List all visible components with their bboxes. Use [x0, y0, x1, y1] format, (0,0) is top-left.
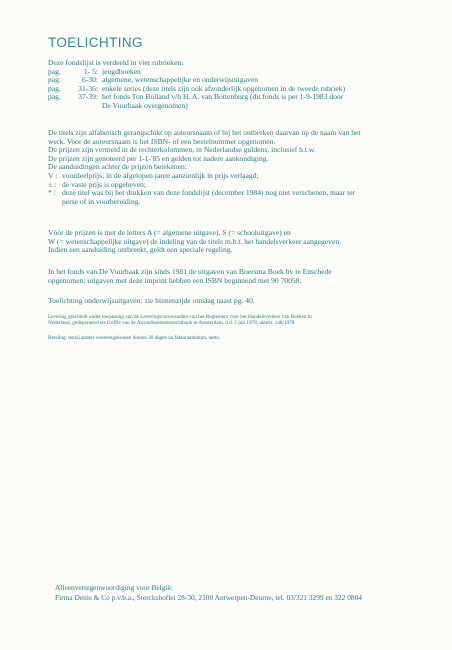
classification-block [48, 229, 410, 255]
legend-text: deze titel was bij het drukken van deze fondslijst (december 1984) nog niet verschenen, maar ter [62, 188, 356, 198]
legend-text: de vaste prijs is opgeheven; [62, 179, 146, 189]
legend-symbol: * : [48, 188, 56, 198]
section-range: 31-36: [78, 83, 98, 93]
price-explanation-block [48, 129, 410, 206]
payment-terms [48, 335, 420, 341]
section-text: algemene, wetenschappelijke en onderwijsuitgaven [102, 75, 259, 85]
legend-symbol: ± : [48, 179, 57, 189]
paragraph-line: De titels zijn alfabetisch gerangschikt op auteursnaam of bij het ontbreken daarvan op de naam van het [48, 128, 361, 137]
legend-symbol: V : [48, 170, 58, 180]
paragraph-line: Vóór de prijzen is met de letters A (= algemene uitgave), S (= schooluitgave) en [48, 228, 291, 237]
paragraph-line: In het fonds van De Vuurbaak zijn sinds 1981 de uitgaven van Boersma Boek bv te Enschede [48, 267, 332, 276]
small-print-line: Nederland, gedeponeerd ter Griffie van de Arrondissementsrechtbank te Amsterdam, d.d. 5 juli 1978, aktenr. 148/1978. [48, 320, 296, 327]
section-continuation: De Vuurbaak overgenomen) [102, 100, 188, 110]
section-label: pag. [48, 66, 61, 76]
section-label: pag. [48, 75, 61, 85]
section-text: enkele series (deze titels zijn ook afzonderlijk opgenomen in de tweede rubriek) [102, 83, 346, 93]
section-range: 1- 5: [83, 66, 98, 76]
paragraph-line: W (= wetenschappelijke uitgave) de indeling van de titels m.b.t. het handelsverkeer aangegeven. [48, 236, 342, 246]
belgium-representation [55, 583, 435, 603]
section-label: pag. [48, 83, 61, 93]
imprint-block [48, 268, 410, 285]
legend-continuation: perse of in voorbereiding. [62, 196, 141, 206]
paragraph-line: De aanduidingen achter de prijzen betekenen: [48, 162, 187, 172]
section-label: pag. [48, 92, 61, 102]
paragraph-line: werk. Voor de auteursnaam is het ISBN- of een bestelnummer opgenomen. [48, 136, 276, 146]
footer-line: Firma Denis & Co p.v.b.a., Sterckshoflei 28-30, 2100 Antwerpen-Deurne, tel. 03/321 3299 en 322 0804 [55, 593, 363, 602]
small-print-line: Levering geschiedt onder toepassing van de Leveringsvoorwaarden van het Reglement voor het Handelsverkeer van Boeken in [48, 314, 312, 320]
page-title: TOELICHTING [48, 35, 143, 50]
footer-line: Alleenvertegenwoordiging voor België: [55, 583, 173, 592]
sections-block [48, 59, 410, 111]
section-text: het fonds Ton Bolland v/h H. A. van Bottenburg (dit fonds is per 1-9-1983 door [102, 92, 344, 102]
paragraph-line: De prijzen zijn genoteerd per 1-1-'85 en gelden tot nadere aankondiging. [48, 153, 269, 163]
payment-line: Betaling: tenzij anders overeengekomen binnen 30 dagen na fakturaatdatum, netto. [48, 335, 221, 341]
intro-text: Deze fondslijst is verdeeld in vier rubrieken: [48, 58, 184, 67]
delivery-terms [48, 314, 420, 327]
education-note-block [48, 297, 410, 306]
paragraph-line: De prijzen zijn vermeld in de rechterkolommen, in Nederlandse guldens, inclusief b.t.w. [48, 145, 316, 155]
paragraph-line: Toelichting onderwijsuitgaven: zie binnenzijde omslag naast pg. 40. [48, 296, 255, 305]
section-range: 37-39: [78, 92, 98, 102]
section-text: jeugdboeken [102, 66, 141, 76]
section-range: 6-30: [81, 75, 98, 85]
paragraph-line: opgenomen; uitgaven met deze imprint hebben een ISBN beginnend met 90 70058. [48, 275, 302, 285]
paragraph-line: Indien een aanduiding ontbreekt, geldt een speciale regeling. [48, 245, 233, 255]
legend-text: voordeelprijs; in de afgelopen jaren aanzienlijk in prijs verlaagd; [62, 170, 259, 180]
